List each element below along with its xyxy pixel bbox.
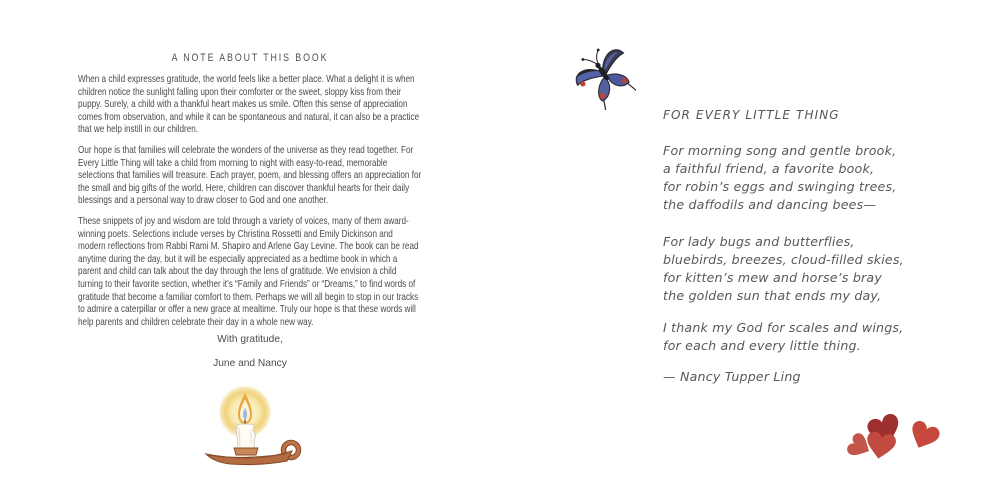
- signature-closing: With gratitude,: [217, 334, 283, 345]
- poem-title: FOR EVERY LITTLE THING: [663, 108, 840, 122]
- hearts-icon: [845, 414, 955, 470]
- note-title: A NOTE ABOUT THIS BOOK: [171, 52, 329, 64]
- poem-stanza: [663, 142, 896, 214]
- butterfly-icon: [572, 44, 636, 110]
- poem-line: the daffodils and dancing bees—: [663, 197, 877, 212]
- poem-line: for kitten’s mew and horse’s bray: [663, 270, 882, 285]
- poem-stanza: [663, 233, 904, 305]
- poem-line: the golden sun that ends my day,: [663, 288, 882, 303]
- poem-line: a faithful friend, a favorite book,: [663, 161, 875, 176]
- poem-line: I thank my God for scales and wings,: [663, 320, 904, 335]
- poem-line: For lady bugs and butterflies,: [663, 234, 855, 249]
- note-paragraph: Our hope is that families will celebrate the wonders of the universe as they read together. For Every Little Thing will take a child from morning to night with easy-to-read, memorable selections that families will treasure. Each prayer, poem, and blessing offers an appreciation for the small and big gifts of the world. Here, children can discover thankful hearts for their daily blessings and a personal way to draw closer to God and one another.: [78, 144, 422, 207]
- signature-names: June and Nancy: [213, 358, 287, 369]
- note-body: [78, 74, 422, 337]
- candle-icon: [198, 384, 310, 476]
- candle-illustration: [198, 384, 310, 481]
- butterfly-illustration: [572, 44, 636, 115]
- hearts-illustration: [845, 414, 955, 475]
- poem-line: for robin’s eggs and swinging trees,: [663, 179, 897, 194]
- poem-stanza: [663, 319, 903, 355]
- note-paragraph: When a child expresses gratitude, the world feels like a better place. What a delight it is when children notice the sunlight falling upon their comforter or the sweet, sloppy kiss from their puppy. Surely, a child with a thankful heart makes us smile. Often this sense of appreciation comes from observation, and while it can be spontaneous and natural, it can also be a practice that we help instill in our children.: [78, 74, 420, 136]
- poem-attribution: — Nancy Tupper Ling: [663, 369, 801, 384]
- poem-line: for each and every little thing.: [663, 338, 861, 353]
- poem-line: bluebirds, breezes, cloud-filled skies,: [663, 252, 904, 267]
- signature: [78, 334, 422, 369]
- note-paragraph: These snippets of joy and wisdom are told through a variety of voices, many of them award-winning poets. Selections include verses by Christina Rossetti and Emily Dickinson and modern reflections from Rabbi Rami M. Shapiro and Arlene Gay Levine. The book can be read anytime during the day, but it will be especially appreciated as a bedtime book in which a parent and child can talk about the day through the lens of gratitude. We envision a child turning to their favorite section, whether it’s “Family and Friends” or “Dreams,” to find words of gratitude that become a familiar comfort to them. Perhaps we will all begin to stop in our tracks to admire a caterpillar or offer a new grace at mealtime. Truly our hope is that these words will help parents and children celebrate their day in a whole new way.: [78, 215, 419, 328]
- poem-line: For morning song and gentle brook,: [663, 143, 897, 158]
